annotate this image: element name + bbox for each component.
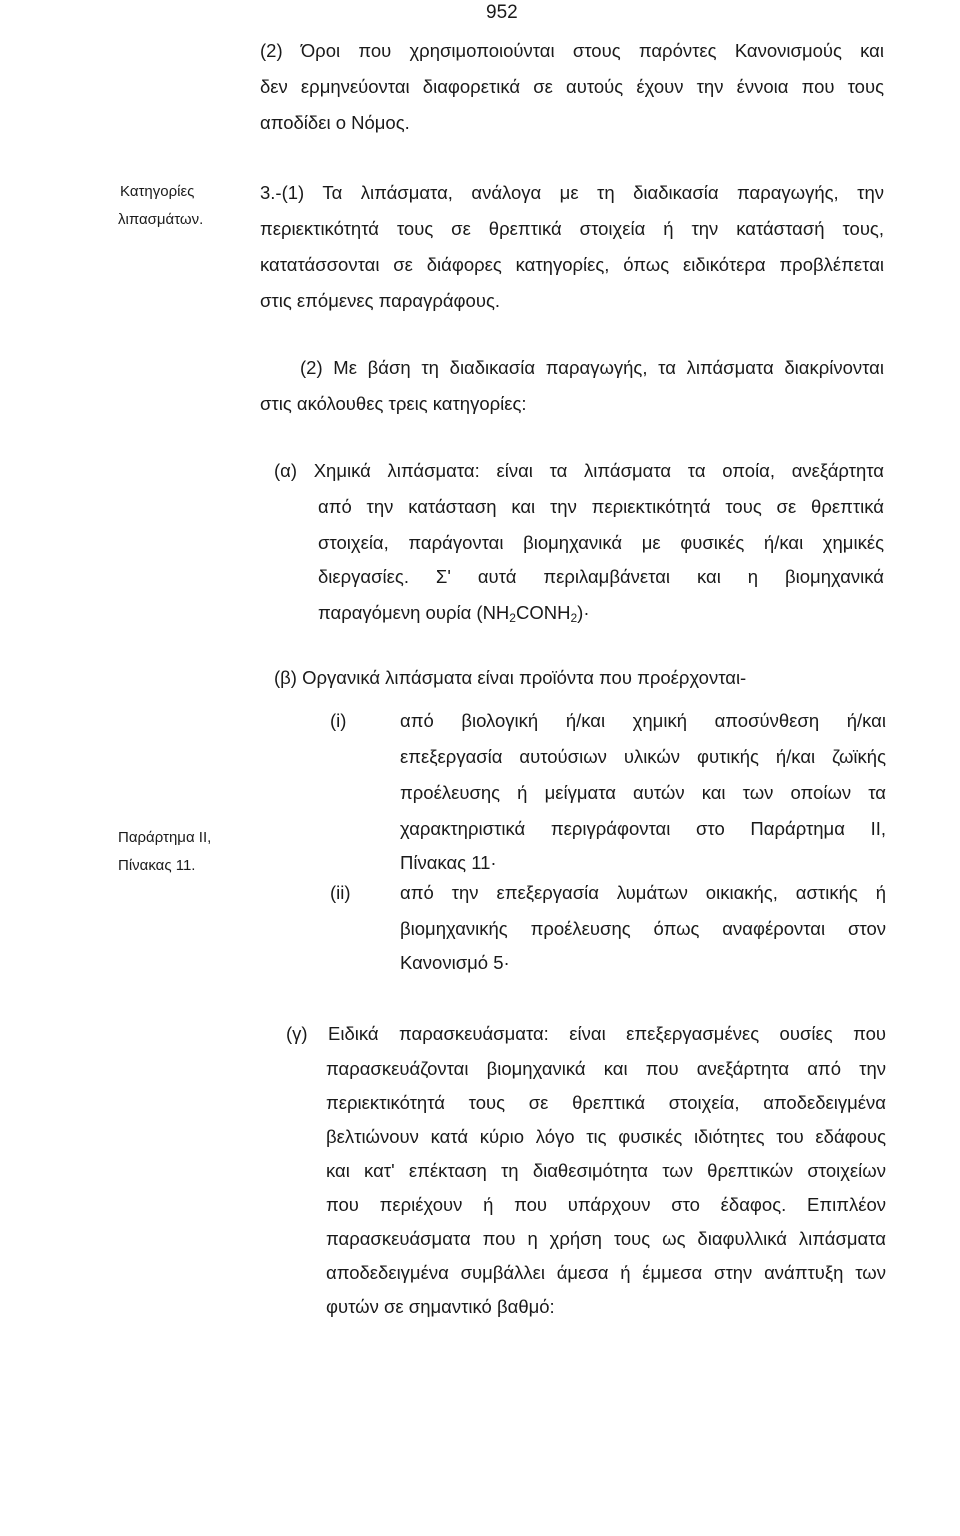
formula-mid: CONH bbox=[515, 602, 571, 623]
text-line: φυτών σε σημαντικό βαθμό: bbox=[326, 1296, 555, 1317]
text-line: (β) Οργανικά λιπάσματα είναι προϊόντα που προέρχονται- bbox=[274, 667, 747, 688]
text-line: προέλευσης ή μείγματα αυτών και των οποίων τα bbox=[400, 782, 886, 803]
text-line: Πίνακας 11· bbox=[400, 852, 497, 873]
text-line: δεν ερμηνεύονται διαφορετικά σε αυτούς έχουν την έννοια που τους bbox=[260, 76, 884, 97]
margin-note-line: λιπασμάτων. bbox=[118, 211, 204, 228]
margin-note-line: Πίνακας 11. bbox=[118, 857, 196, 874]
text-line: Κανονισμό 5· bbox=[400, 952, 510, 973]
text-line: περιεκτικότητά τους σε θρεπτικά στοιχεία, αποδεδειγμένα bbox=[326, 1092, 886, 1113]
text-line: βιομηχανικής προέλευσης όπως αναφέρονται στον bbox=[400, 918, 886, 939]
text-line: (γ) Ειδικά παρασκευάσματα: είναι επεξεργασμένες ουσίες που bbox=[286, 1023, 886, 1044]
sub-item-label: (i) bbox=[330, 710, 347, 731]
text-line: στοιχεία, παράγονται βιομηχανικά με φυσικές ή/και χημικές bbox=[318, 532, 884, 553]
text-line: από την επεξεργασία λυμάτων οικιακής, αστικής ή bbox=[400, 882, 886, 903]
formula-prefix: παραγόμενη ουρία (NH bbox=[318, 602, 510, 623]
text-line: (α) Χημικά λιπάσματα: είναι τα λιπάσματα τα οποία, ανεξάρτητα bbox=[274, 460, 884, 481]
sub-item-label: (ii) bbox=[330, 882, 351, 903]
text-line: από την κατάσταση και την περιεκτικότητά τους σε θρεπτικά bbox=[318, 496, 884, 517]
text-line: περιεκτικότητά τους σε θρεπτικά στοιχεία ή την κατάστασή τους, bbox=[260, 218, 884, 239]
text-line: διεργασίες. Σ' αυτά περιλαμβάνεται και η βιομηχανικά bbox=[318, 566, 884, 587]
page-number: 952 bbox=[486, 2, 518, 23]
text-line: 3.-(1) Τα λιπάσματα, ανάλογα με τη διαδικασία παραγωγής, την bbox=[260, 182, 884, 203]
text-line: από βιολογική ή/και χημική αποσύνθεση ή/και bbox=[400, 710, 886, 731]
text-line: παρασκευάσματα που η χρήση τους ως διαφυλλικά λιπάσματα bbox=[326, 1228, 886, 1249]
text-line: που περιέχουν ή που υπάρχουν στο έδαφος. Επιπλέον bbox=[326, 1194, 886, 1215]
text-line: και κατ' επέκταση τη διαθεσιμότητα των θρεπτικών στοιχείων bbox=[326, 1160, 886, 1181]
text-line: βελτιώνουν κατά κύριο λόγο τις φυσικές ιδιότητες του εδάφους bbox=[326, 1126, 886, 1147]
text-line: (2) Με βάση τη διαδικασία παραγωγής, τα λιπάσματα διακρίνονται bbox=[300, 357, 884, 378]
formula-subscript: 2 bbox=[509, 611, 516, 625]
text-line: παρασκευάζονται βιομηχανικά και που ανεξάρτητα από την bbox=[326, 1058, 886, 1079]
text-line: (2) Όροι που χρησιμοποιούνται στους παρόντες Κανονισμούς και bbox=[260, 40, 884, 61]
text-line: στις ακόλουθες τρεις κατηγορίες: bbox=[260, 393, 527, 414]
margin-note-line: Παράρτημα II, bbox=[118, 829, 212, 846]
text-line: κατατάσσονται σε διάφορες κατηγορίες, όπως ειδικότερα προβλέπεται bbox=[260, 254, 884, 275]
text-line: αποδεδειγμένα συμβάλλει άμεσα ή έμμεσα στην ανάπτυξη των bbox=[326, 1262, 886, 1283]
margin-note-line: Κατηγορίες bbox=[120, 183, 195, 200]
formula-suffix: )· bbox=[577, 602, 590, 623]
text-line: χαρακτηριστικά περιγράφονται στο Παράρτημα II, bbox=[400, 818, 886, 839]
text-line-formula bbox=[318, 602, 589, 624]
text-line: στις επόμενες παραγράφους. bbox=[260, 290, 500, 311]
formula-subscript: 2 bbox=[570, 611, 578, 625]
text-line: αποδίδει ο Νόμος. bbox=[260, 112, 410, 133]
text-line: επεξεργασία αυτούσιων υλικών φυτικής ή/και ζωϊκής bbox=[400, 746, 886, 767]
